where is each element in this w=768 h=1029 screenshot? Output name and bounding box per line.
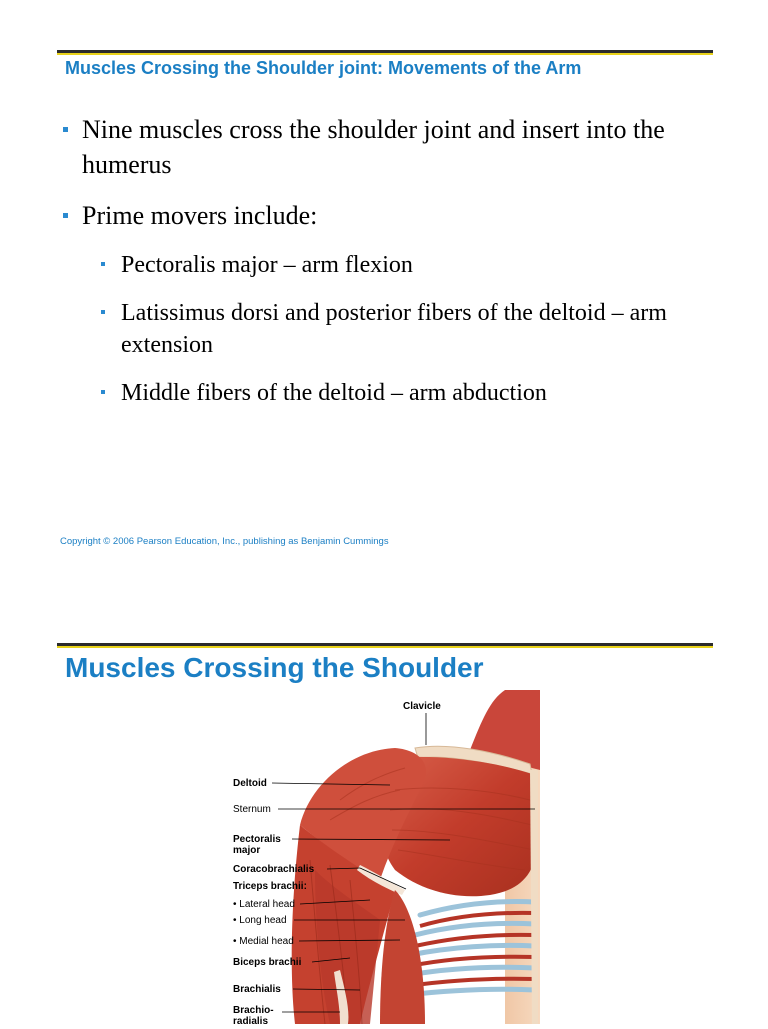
sub-bullet-item bbox=[60, 297, 710, 361]
slide2-title: Muscles Crossing the Shoulder bbox=[65, 652, 484, 683]
label-deltoid: Deltoid bbox=[233, 778, 267, 789]
bullet-item bbox=[60, 112, 710, 182]
bullet-text: Nine muscles cross the shoulder joint and insert into the humerus bbox=[82, 115, 665, 179]
label-brachioradialis-2: radialis bbox=[233, 1016, 269, 1027]
label-medial-head: • Medial head bbox=[233, 936, 294, 947]
label-triceps: Triceps brachii: bbox=[233, 881, 307, 892]
bullet-list bbox=[60, 112, 710, 425]
bullet-marker bbox=[63, 213, 68, 218]
label-pectoralis-2: major bbox=[233, 845, 261, 856]
label-sternum: Sternum bbox=[233, 804, 271, 815]
label-brachioradialis-1: Brachio- bbox=[233, 1005, 274, 1016]
label-biceps: Biceps brachii bbox=[233, 957, 302, 968]
label-coracobrachialis: Coracobrachialis bbox=[233, 864, 315, 875]
sub-bullet-text: Middle fibers of the deltoid – arm abduction bbox=[121, 380, 547, 406]
copyright-notice: Copyright © 2006 Pearson Education, Inc., publishing as Benjamin Cummings bbox=[60, 536, 389, 547]
label-long-head: • Long head bbox=[233, 915, 287, 926]
label-clavicle: Clavicle bbox=[403, 701, 441, 712]
sub-bullet-text: Latissimus dorsi and posterior fibers of the deltoid – arm extension bbox=[121, 300, 667, 358]
sub-bullet-marker bbox=[101, 310, 105, 314]
sub-bullet-item bbox=[60, 377, 710, 409]
bullet-text: Prime movers include: bbox=[82, 201, 318, 230]
sub-bullet-marker bbox=[101, 390, 105, 394]
top-rule bbox=[57, 50, 713, 55]
label-brachialis: Brachialis bbox=[233, 984, 281, 995]
label-lateral-head: • Lateral head bbox=[233, 899, 295, 910]
muscle-drawing bbox=[220, 690, 540, 1024]
shoulder-muscle-illustration bbox=[220, 690, 540, 1027]
label-pectoralis-1: Pectoralis bbox=[233, 834, 281, 845]
bullet-item bbox=[60, 198, 710, 233]
sub-bullet-item bbox=[60, 249, 710, 281]
sub-bullet-marker bbox=[101, 262, 105, 266]
bullet-marker bbox=[63, 127, 68, 132]
sub-bullet-text: Pectoralis major – arm flexion bbox=[121, 252, 413, 278]
second-rule bbox=[57, 643, 713, 648]
slide1-title: Muscles Crossing the Shoulder joint: Movements of the Arm bbox=[65, 58, 582, 78]
